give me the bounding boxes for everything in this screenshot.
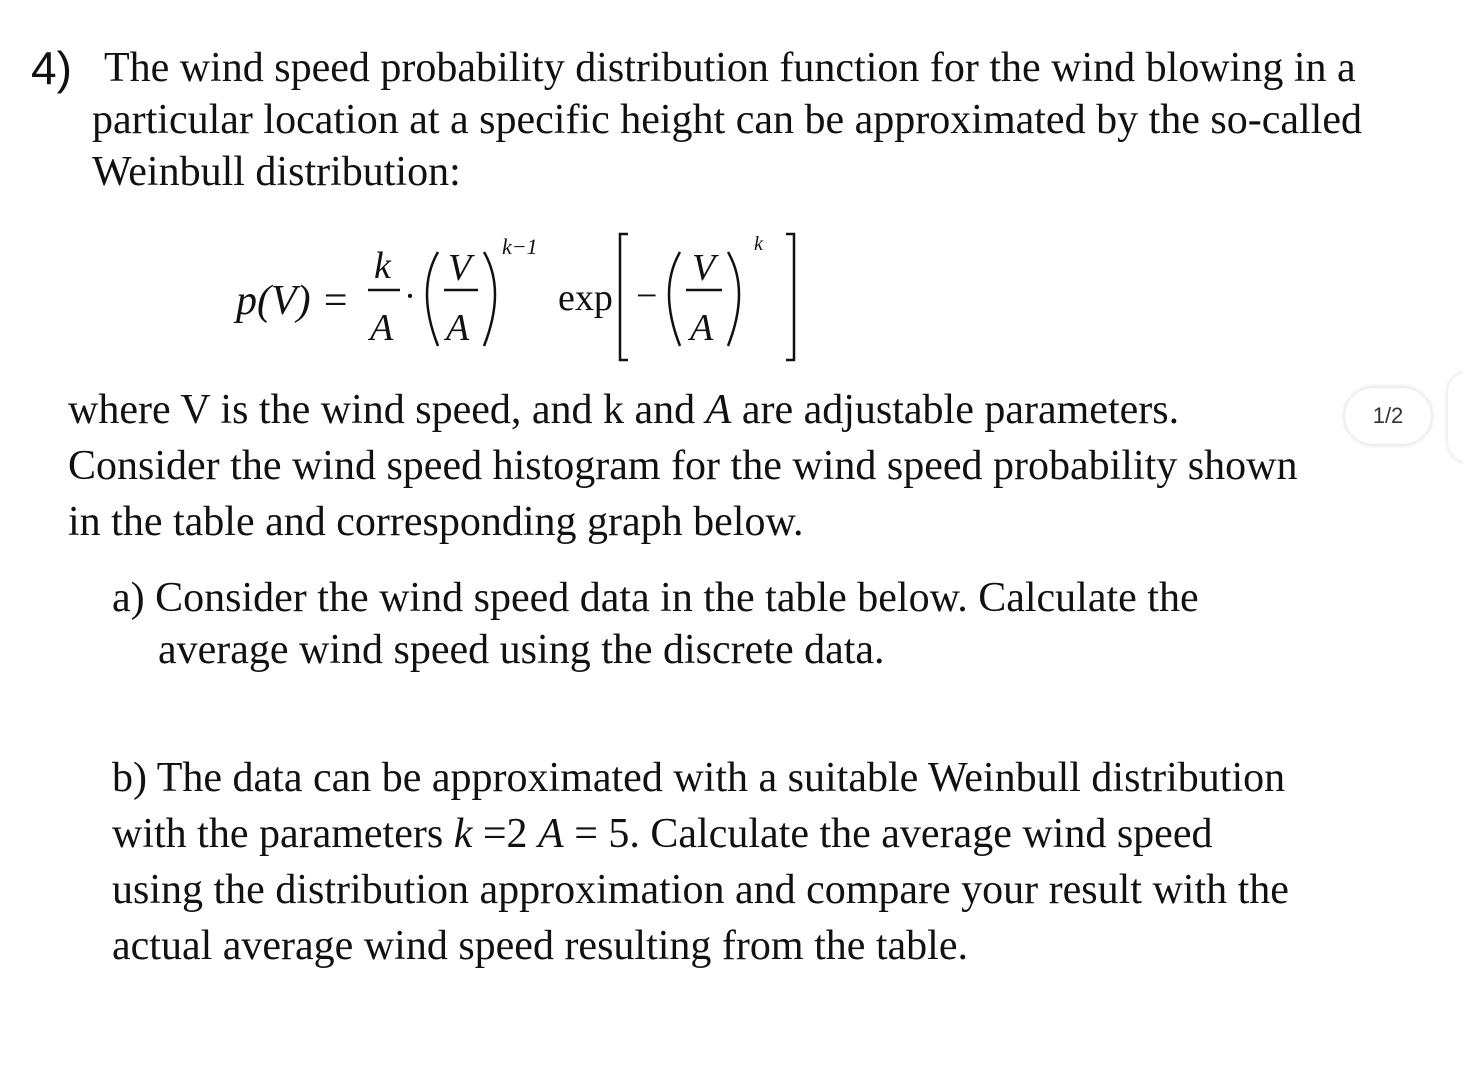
formula-k: k xyxy=(374,245,391,287)
formula-A-2: A xyxy=(446,307,470,349)
intro-line-1: The wind speed probability distribution function for the wind blowing in a xyxy=(104,45,1356,91)
formula-minus: − xyxy=(636,275,658,317)
formula-V-2: V xyxy=(692,247,716,289)
part-b-line-1: b) The data can be approximated with a suitable Weinbull distribution xyxy=(112,755,1286,801)
formula-exp: exp xyxy=(558,277,613,319)
formula-paren-right-1 xyxy=(484,252,495,346)
intro-line-2: particular location at a specific height can be approximated by the so-called xyxy=(92,97,1362,143)
part-a-line-2: average wind speed using the discrete data. xyxy=(158,627,885,673)
part-b-line-4: actual average wind speed resulting from the table. xyxy=(112,923,968,969)
formula-bracket-left xyxy=(620,234,628,360)
next-page-handle[interactable] xyxy=(1448,372,1463,462)
where-line-2: Consider the wind speed histogram for the wind speed probability shown xyxy=(68,443,1298,489)
where-line-1: where V is the wind speed, and k and A are adjustable parameters. xyxy=(68,387,1180,433)
formula-A-1: A xyxy=(370,307,394,349)
formula-lhs: p(V) = xyxy=(236,278,350,324)
part-b-line-3: using the distribution approximation and compare your result with the xyxy=(112,867,1289,913)
part-b-line-2: with the parameters k =2 A = 5. Calculate the average wind speed xyxy=(112,811,1213,857)
formula-paren-right-2 xyxy=(728,252,739,346)
formula-dot: · xyxy=(404,276,416,316)
weibull-formula xyxy=(230,228,810,368)
formula-exponent-2: k xyxy=(754,233,763,255)
question-number: 4) xyxy=(31,42,72,94)
part-a-line-1: a) Consider the wind speed data in the table below. Calculate the xyxy=(112,575,1199,621)
formula-A-3: A xyxy=(690,307,714,349)
intro-line-3: Weinbull distribution: xyxy=(92,149,461,195)
formula-V-1: V xyxy=(448,247,472,289)
formula-exponent-1: k−1 xyxy=(502,234,538,259)
page-indicator: 1/2 xyxy=(1345,388,1431,444)
formula-paren-left-1 xyxy=(427,252,438,346)
formula-bracket-right xyxy=(786,234,794,360)
where-line-3: in the table and corresponding graph below. xyxy=(68,499,804,545)
formula-paren-left-2 xyxy=(669,252,680,346)
